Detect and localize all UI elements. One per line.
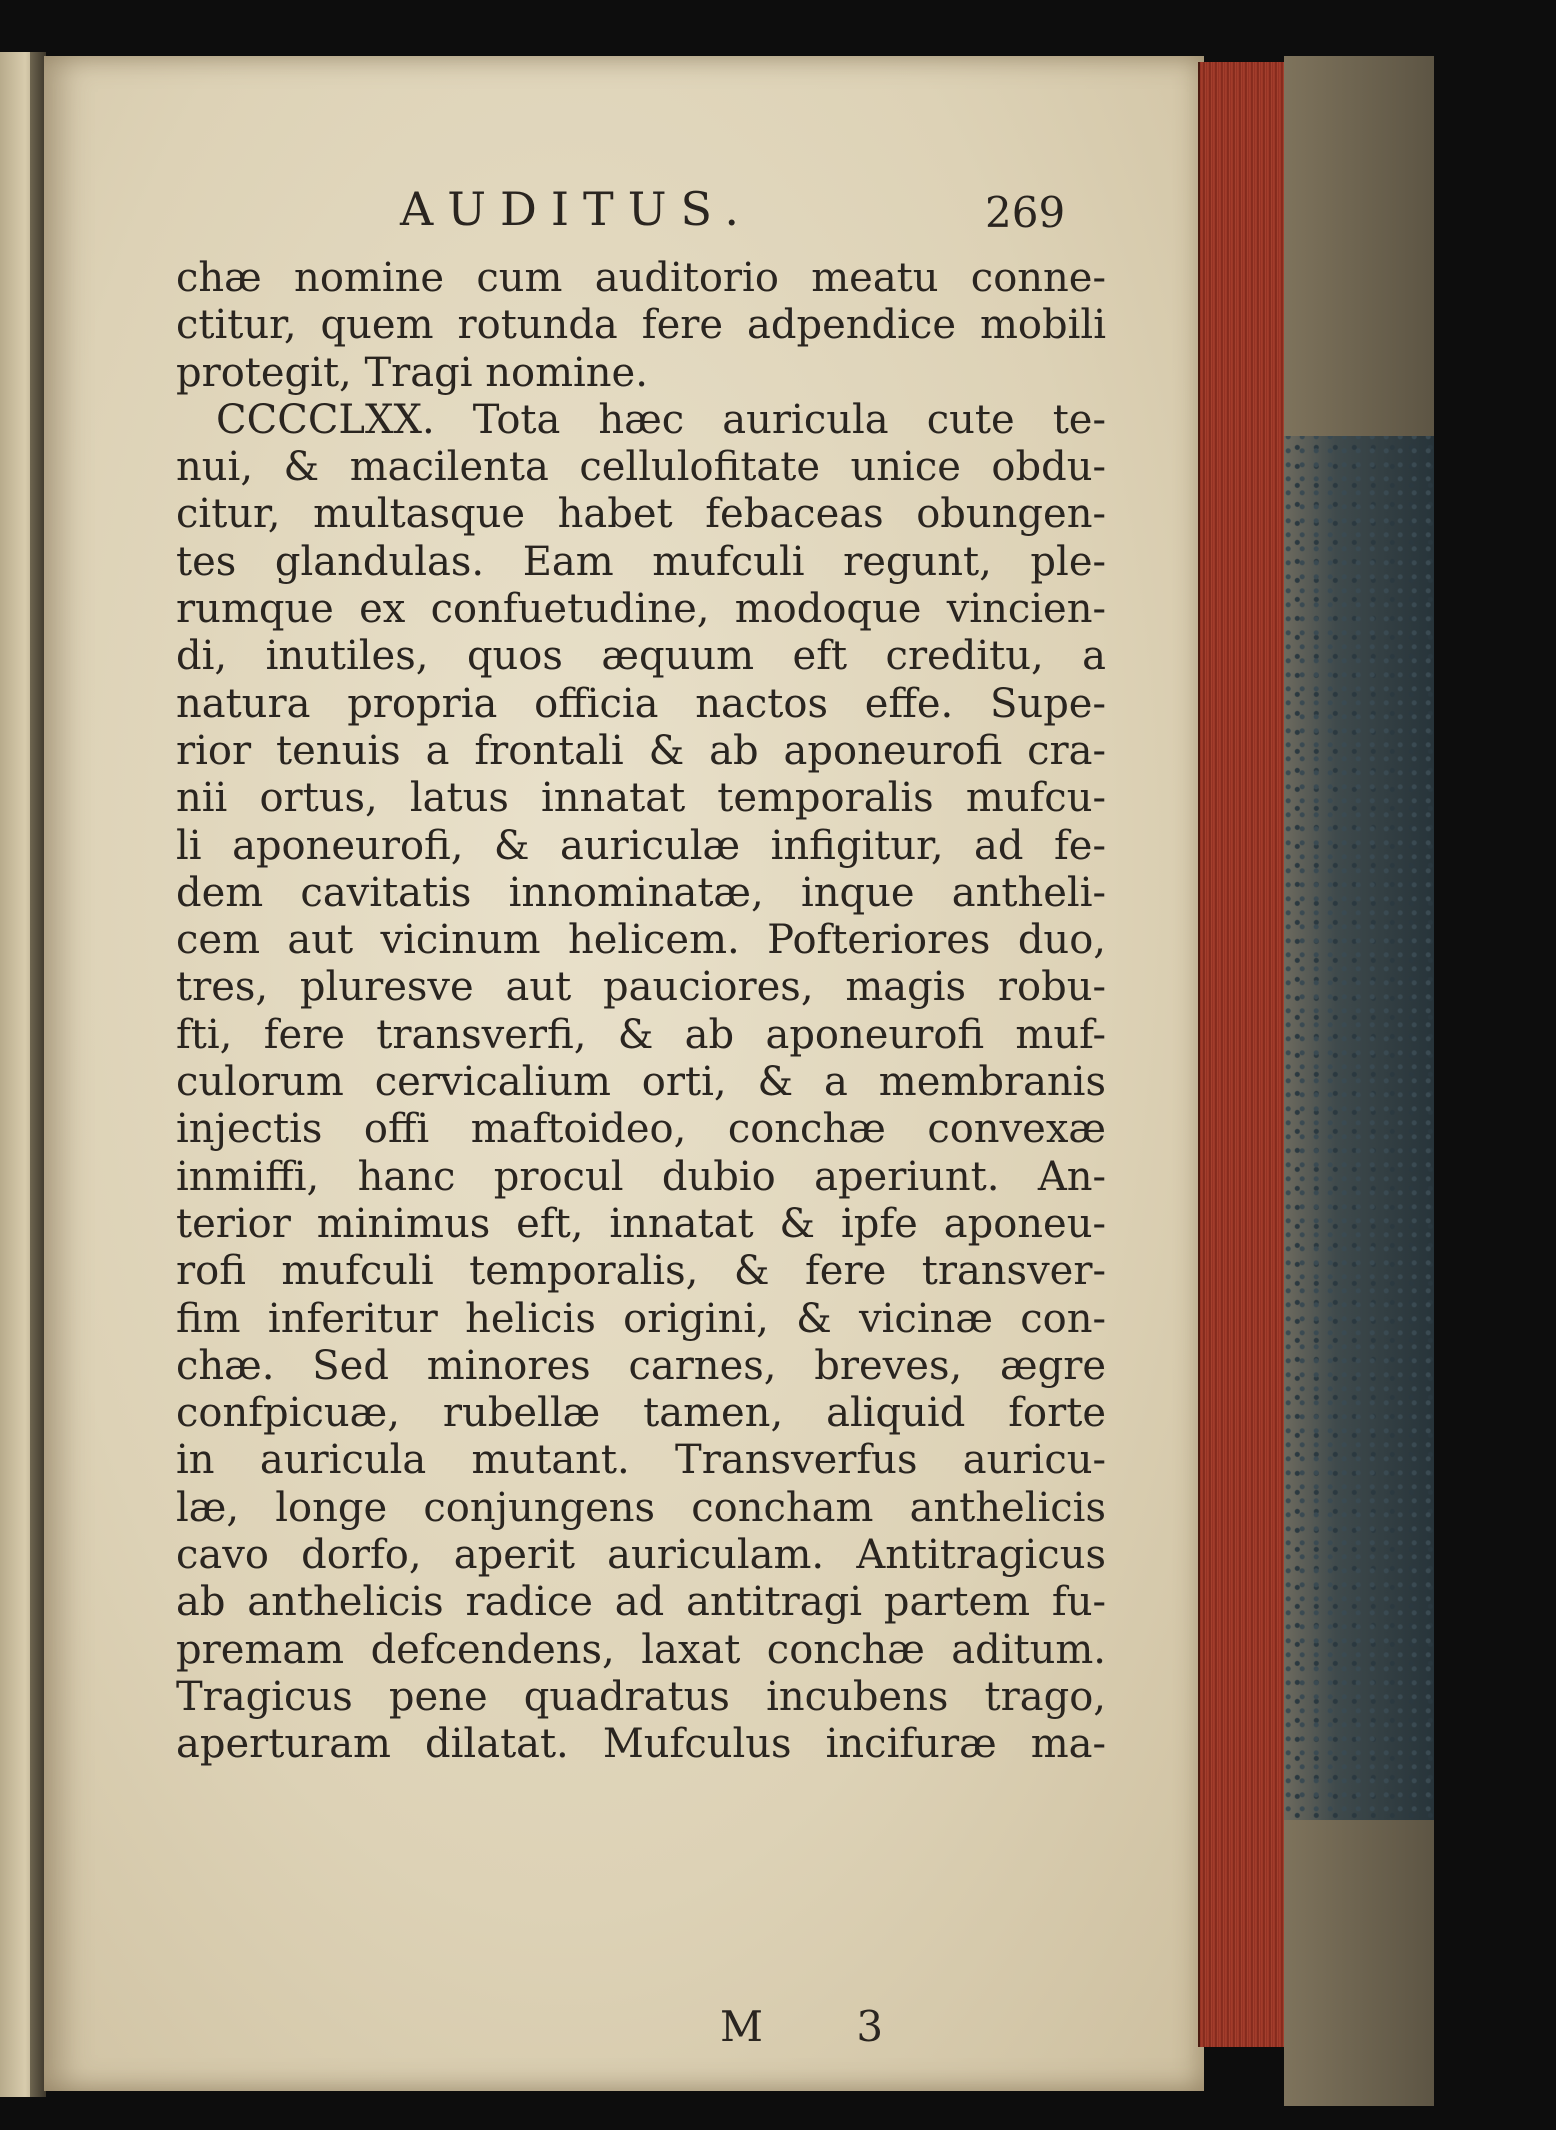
text-line: ctitur, quem rotunda fere adpendice mobili bbox=[176, 302, 1106, 349]
cover-leather-corner-bottom bbox=[1284, 1820, 1434, 2106]
text-line: li aponeurofi, & auriculæ infigitur, ad fe- bbox=[176, 822, 1106, 869]
text-line: rofi mufculi temporalis, & fere transver- bbox=[176, 1248, 1106, 1295]
text-line: di, inutiles, quos æquum eft creditu, a bbox=[176, 633, 1106, 680]
text-line: natura propria officia nactos effe. Supe- bbox=[176, 680, 1106, 727]
text-line: rior tenuis a frontali & ab aponeurofi cra- bbox=[176, 727, 1106, 774]
text-line: culorum cervicalium orti, & a membranis bbox=[176, 1059, 1106, 1106]
text-line: aperturam dilatat. Mufculus incifuræ ma- bbox=[176, 1721, 1106, 1768]
text-line: injectis offi maftoideo, conchæ convexæ bbox=[176, 1106, 1106, 1153]
cover-leather-corner-top bbox=[1284, 56, 1434, 436]
text-line: dem cavitatis innominatæ, inque antheli- bbox=[176, 869, 1106, 916]
text-line: fti, fere transverfi, & ab aponeurofi muf- bbox=[176, 1011, 1106, 1058]
text-line: terior minimus eft, innatat & ipfe aponeu- bbox=[176, 1200, 1106, 1247]
text-line: chæ nomine cum auditorio meatu conne- bbox=[176, 255, 1106, 301]
text-line: tes glandulas. Eam mufculi regunt, ple- bbox=[176, 538, 1106, 585]
text-line: inmiffi, hanc procul dubio aperiunt. An- bbox=[176, 1153, 1106, 1200]
text-line: citur, multasque habet febaceas obungen- bbox=[176, 491, 1106, 538]
signature-mark: M 3 bbox=[720, 2002, 924, 2051]
page-fore-edge bbox=[1200, 62, 1285, 2047]
text-line: premam defcendens, laxat conchæ aditum. bbox=[176, 1626, 1106, 1673]
text-line: tres, pluresve aut pauciores, magis robu- bbox=[176, 964, 1106, 1011]
body-text bbox=[176, 255, 1106, 1769]
text-line: in auricula mutant. Transverfus auricu- bbox=[176, 1437, 1106, 1484]
running-head: AUDITUS. bbox=[400, 182, 753, 236]
text-line: nui, & macilenta cellulofitate unice obdu- bbox=[176, 444, 1106, 491]
text-line: cavo dorfo, aperit auriculam. Antitragicus bbox=[176, 1532, 1106, 1579]
text-line: læ, longe conjungens concham anthelicis bbox=[176, 1484, 1106, 1531]
text-line: confpicuæ, rubellæ tamen, aliquid forte bbox=[176, 1390, 1106, 1437]
text-line: rumque ex confuetudine, modoque vincien- bbox=[176, 586, 1106, 633]
text-line: cem aut vicinum helicem. Pofteriores duo, bbox=[176, 917, 1106, 964]
text-line: fim inferitur helicis origini, & vicinæ con- bbox=[176, 1295, 1106, 1342]
page-number: 269 bbox=[985, 188, 1066, 237]
text-line: chæ. Sed minores carnes, breves, ægre bbox=[176, 1342, 1106, 1389]
text-line: ab anthelicis radice ad antitragi partem fu- bbox=[176, 1579, 1106, 1626]
text-line: protegit, Tragi nomine. bbox=[176, 349, 648, 396]
text-line: Tragicus pene quadratus incubens trago, bbox=[176, 1673, 1106, 1720]
text-line: CCCCLXX. Tota hæc auricula cute te- bbox=[216, 396, 1106, 443]
text-line: nii ortus, latus innatat temporalis mufcu- bbox=[176, 775, 1106, 822]
